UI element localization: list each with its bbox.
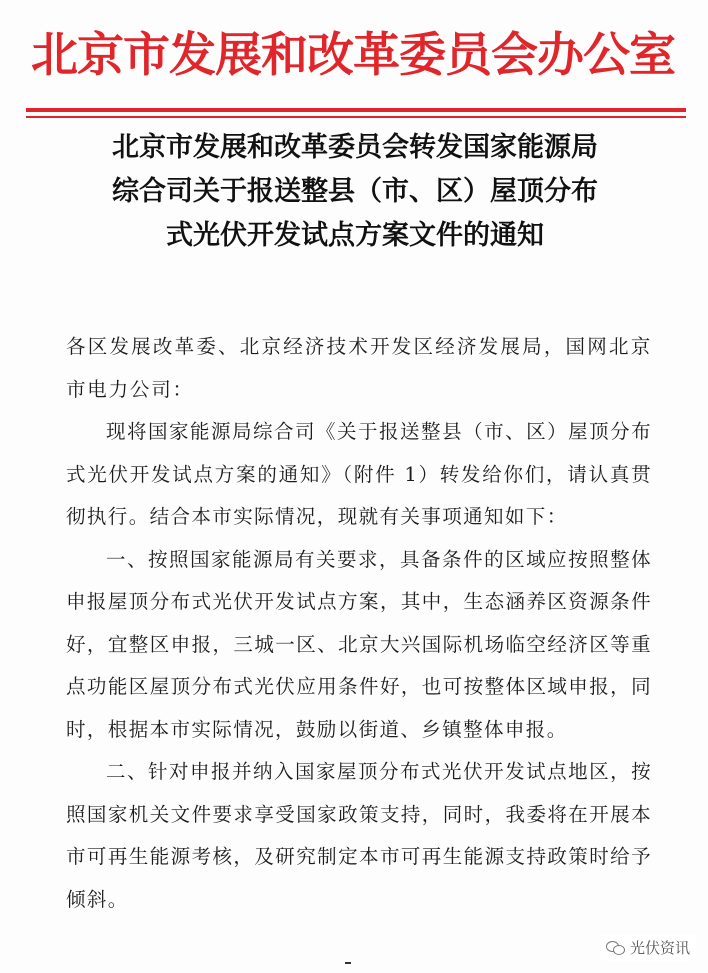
letterhead-rule-thick	[26, 108, 686, 112]
document-title	[40, 126, 670, 258]
title-line-1: 北京市发展和改革委员会转发国家能源局	[112, 132, 598, 163]
wechat-icon	[606, 940, 626, 956]
item-one-paragraph: 一、按照国家能源局有关要求，具备条件的区域应按照整体申报屋顶分布式光伏开发试点方案，其中，生态涵养区资源条件好，宜整区申报，三城一区、北京大兴国际机场临空经济区等重点功能区屋顶分布式光伏应用条件好，也可按整体区域申报，同时，根据本市实际情况，鼓励以街道、乡镇整体申报。	[66, 547, 652, 741]
letterhead-rule-thin	[26, 116, 686, 118]
intro-paragraph: 现将国家能源局综合司《关于报送整县（市、区）屋顶分布式光伏开发试点方案的通知》（附件 1）转发给你们，请认真贯彻执行。结合本市实际情况，现就有关事项通知如下：	[66, 420, 652, 528]
source-watermark	[600, 934, 696, 961]
item-two-paragraph: 二、针对申报并纳入国家屋顶分布式光伏开发试点地区，按照国家机关文件要求享受国家政策支持，同时，我委将在开展本市可再生能源考核，及研究制定本市可再生能源支持政策时给予倾斜。	[66, 760, 652, 911]
page-number-mark	[345, 962, 351, 964]
addressee-paragraph: 各区发展改革委、北京经济技术开发区经济发展局，国网北京市电力公司：	[66, 335, 652, 401]
document-body	[66, 326, 652, 921]
title-line-2: 综合司关于报送整县（市、区）屋顶分布	[112, 176, 598, 207]
title-line-3: 式光伏开发试点方案文件的通知	[166, 220, 544, 251]
letterhead-title: 北京市发展和改革委员会办公室	[31, 28, 675, 83]
watermark-text: 光伏资讯	[629, 939, 690, 957]
